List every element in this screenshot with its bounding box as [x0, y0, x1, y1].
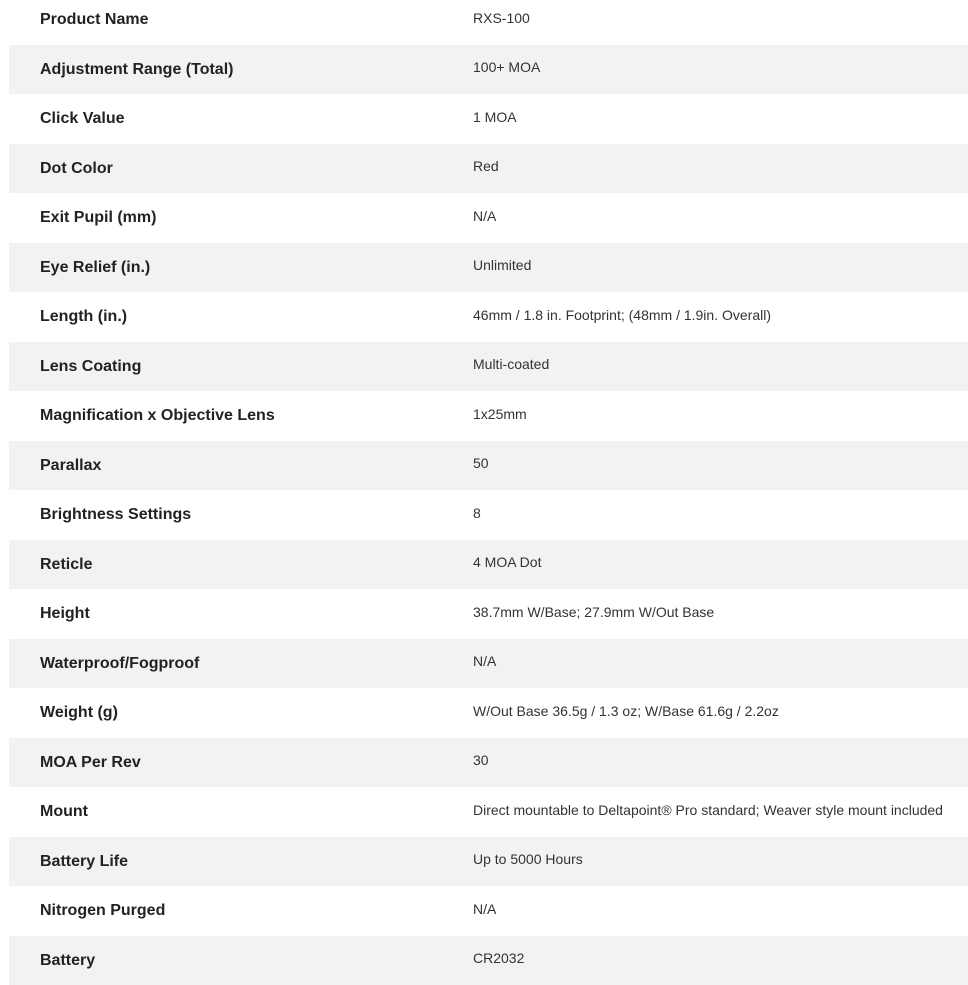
spec-value: Red: [441, 144, 968, 194]
spec-value: 4 MOA Dot: [441, 540, 968, 590]
spec-value: 100+ MOA: [441, 45, 968, 95]
spec-value: Direct mountable to Deltapoint® Pro standard; Weaver style mount included: [441, 787, 968, 837]
spec-label: Length (in.): [9, 292, 441, 342]
spec-row-brightness-settings: [9, 490, 968, 540]
spec-value: W/Out Base 36.5g / 1.3 oz; W/Base 61.6g / 2.2oz: [441, 688, 968, 738]
spec-value: Unlimited: [441, 243, 968, 293]
spec-row-product-name: [9, 0, 968, 45]
spec-row-click-value: [9, 94, 968, 144]
spec-value: RXS-100: [441, 0, 968, 45]
spec-value: 50: [441, 441, 968, 491]
spec-row-moa-per-rev: [9, 738, 968, 788]
spec-row-length: [9, 292, 968, 342]
spec-value: 46mm / 1.8 in. Footprint; (48mm / 1.9in. Overall): [441, 292, 968, 342]
spec-row-battery-life: [9, 837, 968, 887]
spec-row-magnification: [9, 391, 968, 441]
spec-label: Mount: [9, 787, 441, 837]
spec-label: Weight (g): [9, 688, 441, 738]
spec-label: Lens Coating: [9, 342, 441, 392]
spec-label: Product Name: [9, 0, 441, 45]
spec-label: Nitrogen Purged: [9, 886, 441, 936]
spec-label: Battery Life: [9, 837, 441, 887]
spec-label: Dot Color: [9, 144, 441, 194]
spec-label: Reticle: [9, 540, 441, 590]
spec-value: Up to 5000 Hours: [441, 837, 968, 887]
spec-label: Click Value: [9, 94, 441, 144]
spec-row-mount: [9, 787, 968, 837]
spec-label: Eye Relief (in.): [9, 243, 441, 293]
spec-row-eye-relief: [9, 243, 968, 293]
spec-label: Magnification x Objective Lens: [9, 391, 441, 441]
spec-row-parallax: [9, 441, 968, 491]
spec-value: N/A: [441, 886, 968, 936]
spec-value: 1x25mm: [441, 391, 968, 441]
spec-value: CR2032: [441, 936, 968, 985]
spec-value: Multi-coated: [441, 342, 968, 392]
spec-value: N/A: [441, 639, 968, 689]
spec-row-adjustment-range: [9, 45, 968, 95]
spec-value: 1 MOA: [441, 94, 968, 144]
spec-label: Waterproof/Fogproof: [9, 639, 441, 689]
spec-label: Brightness Settings: [9, 490, 441, 540]
spec-value: N/A: [441, 193, 968, 243]
spec-value: 8: [441, 490, 968, 540]
specifications-table: [9, 0, 968, 985]
spec-row-weight: [9, 688, 968, 738]
spec-label: MOA Per Rev: [9, 738, 441, 788]
spec-row-nitrogen-purged: [9, 886, 968, 936]
spec-row-battery: [9, 936, 968, 985]
spec-label: Adjustment Range (Total): [9, 45, 441, 95]
spec-row-reticle: [9, 540, 968, 590]
spec-value: 38.7mm W/Base; 27.9mm W/Out Base: [441, 589, 968, 639]
spec-label: Exit Pupil (mm): [9, 193, 441, 243]
spec-label: Height: [9, 589, 441, 639]
spec-row-height: [9, 589, 968, 639]
spec-value: 30: [441, 738, 968, 788]
spec-row-exit-pupil: [9, 193, 968, 243]
spec-row-dot-color: [9, 144, 968, 194]
spec-row-lens-coating: [9, 342, 968, 392]
spec-row-waterproof-fogproof: [9, 639, 968, 689]
spec-label: Parallax: [9, 441, 441, 491]
spec-label: Battery: [9, 936, 441, 985]
